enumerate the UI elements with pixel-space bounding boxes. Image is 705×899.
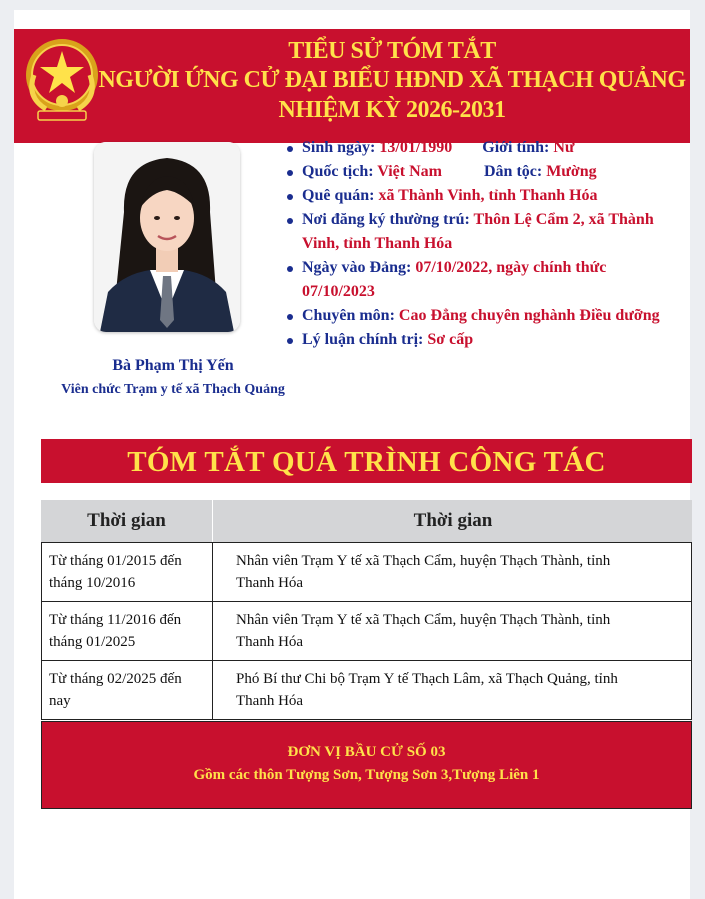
row-desc-cell [214, 602, 691, 660]
table-row [41, 661, 692, 720]
gender-value: Nữ [553, 139, 575, 156]
dob-value: 13/01/1990 [379, 139, 453, 156]
row-desc-cell [214, 661, 691, 719]
residence-value-a: Thôn Lệ Cẩm 2, xã Thành [473, 211, 654, 228]
electoral-unit-villages: Gồm các thôn Tượng Sơn, Tượng Sơn 3,Tượng Liên 1 [193, 767, 540, 783]
row-time-cell [42, 543, 213, 601]
nationality-value: Việt Nam [377, 163, 442, 180]
header-term: NHIỆM KỲ 2026-2031 [278, 97, 506, 123]
candidate-name: Bà Phạm Thị Yến [112, 357, 234, 374]
row-time-b: tháng 10/2016 [49, 575, 136, 591]
row-time-a: Từ tháng 11/2016 đến [49, 612, 182, 628]
info-dob-row [286, 136, 694, 160]
hometown-value: xã Thành Vinh, tỉnh Thanh Hóa [378, 187, 598, 204]
header-title-line-2: NGƯỜI ỨNG CỬ ĐẠI BIỂU HĐND XÃ THẠCH QUẢNG [98, 67, 686, 93]
table-header-description: Thời gian [212, 500, 693, 542]
hometown-label: Quê quán: [302, 187, 375, 204]
info-major-row [286, 304, 694, 328]
row-time-a: Từ tháng 01/2015 đến [49, 553, 182, 569]
info-party-row [286, 256, 694, 304]
residence-value-b: Vinh, tỉnh Thanh Hóa [302, 235, 453, 252]
biography-page [14, 10, 690, 899]
gender-label: Giới tính: [482, 139, 550, 156]
row-time-a: Từ tháng 02/2025 đến nay [49, 671, 182, 709]
party-value-a: 07/10/2022, ngày chính thức [415, 259, 607, 276]
party-label: Ngày vào Đảng: [302, 259, 412, 276]
row-time-cell [42, 602, 213, 660]
major-value: Cao Đẳng chuyên nghành Điều dưỡng [398, 307, 660, 324]
table-header [41, 500, 692, 542]
table-header-time: Thời gian [87, 510, 166, 531]
dob-label: Sinh ngày: [302, 139, 376, 156]
row-desc-a: Nhân viên Trạm Y tế xã Thạch Cẩm, huyện Thạch Thành, tỉnh [236, 553, 611, 569]
politics-value: Sơ cấp [427, 331, 474, 348]
info-nationality-row [286, 160, 694, 184]
work-history-table [41, 500, 692, 720]
row-time-b: tháng 01/2025 [49, 634, 136, 650]
row-desc-b: Thanh Hóa [236, 575, 304, 591]
portrait-photo [94, 142, 240, 332]
candidate-job: Viên chức Trạm y tế xã Thạch Quảng [61, 382, 285, 397]
major-label: Chuyên môn: [302, 307, 395, 324]
electoral-unit-box [41, 721, 692, 809]
table-row [41, 602, 692, 661]
ethnic-label: Dân tộc: [483, 163, 543, 180]
ethnic-value: Mường [546, 163, 597, 180]
header-banner [14, 29, 690, 143]
politics-label: Lý luận chính trị: [302, 331, 424, 348]
section-title: TÓM TẮT QUÁ TRÌNH CÔNG TÁC [41, 439, 692, 483]
info-hometown-row [286, 184, 694, 208]
row-desc-a: Phó Bí thư Chi bộ Trạm Y tế Thạch Lâm, xã Thạch Quảng, tỉnh [236, 671, 618, 687]
header-title-line-1: TIỂU SỬ TÓM TẮT [288, 38, 496, 64]
electoral-unit-title: ĐƠN VỊ BẦU CỬ SỐ 03 [287, 744, 446, 760]
row-desc-a: Nhân viên Trạm Y tế xã Thạch Cẩm, huyện Thạch Thành, tỉnh [236, 612, 611, 628]
row-desc-b: Thanh Hóa [236, 634, 304, 650]
nationality-label: Quốc tịch: [302, 163, 374, 180]
info-politics-row [286, 328, 694, 352]
personal-info-list [286, 136, 694, 352]
table-row [41, 542, 692, 602]
residence-label: Nơi đăng ký thường trú: [302, 211, 470, 228]
row-desc-cell [214, 543, 691, 601]
info-residence-row [286, 208, 694, 256]
row-time-cell [42, 661, 213, 719]
row-desc-b: Thanh Hóa [236, 693, 304, 709]
party-value-b: 07/10/2023 [302, 283, 375, 300]
